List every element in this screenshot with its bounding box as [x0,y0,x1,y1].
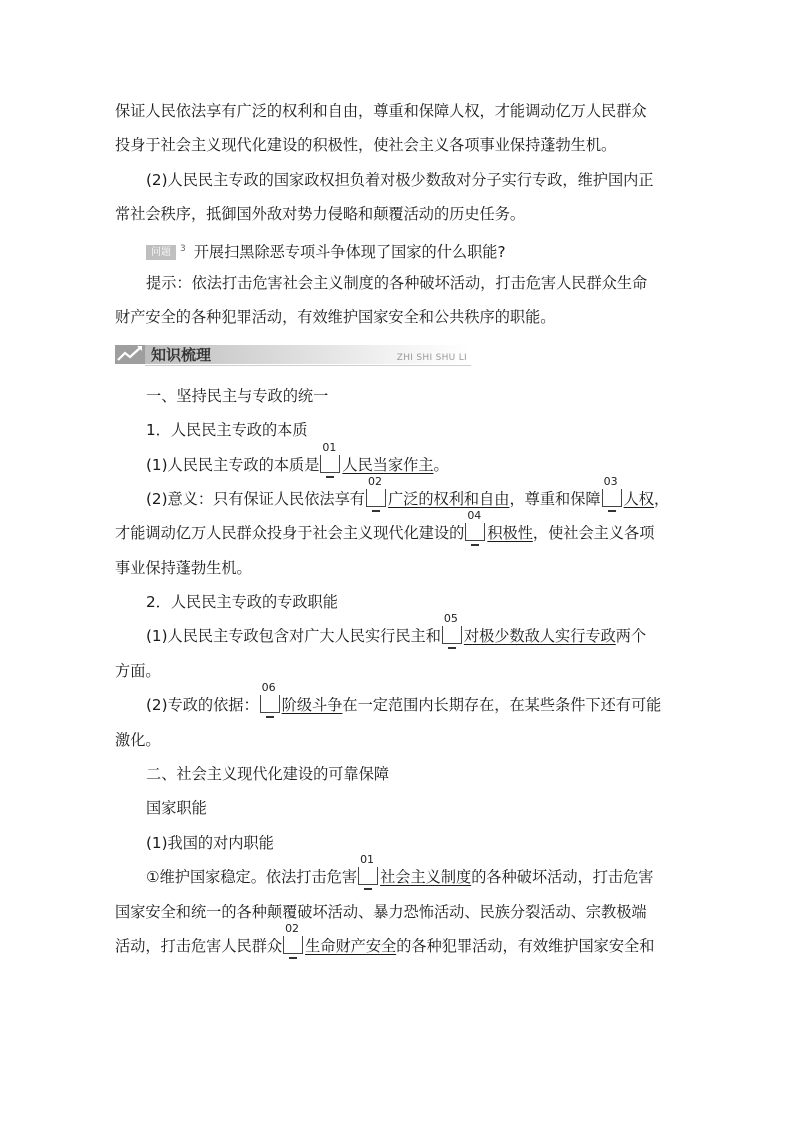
fill-answer: 阶级斗争 [281,696,343,715]
blank-box [320,440,340,473]
blank-number: 06 [261,681,276,695]
paragraph-line: 激化。 [115,730,161,749]
question-text: 开展扫黑除恶专项斗争体现了国家的什么职能? [193,242,506,261]
paragraph-line: 保证人民依法享有广泛的权利和自由，尊重和保障人权，才能调动亿万人民群众 [115,102,647,120]
document-page [115,98,681,967]
blank-box [442,612,462,644]
paragraph-line: (2)人民民主专政的国家政权担负着对极少数敌对分子实行专政，维护国内正 [146,170,654,189]
fill-answer: 人民当家作主 [342,455,434,474]
blank-number: 01 [360,853,375,867]
blank-number: 03 [603,474,618,488]
question-badge: 问题 [146,245,176,260]
answer-line: 财产安全的各种犯罪活动，有效维护国家安全和公共秩序的职能。 [115,308,556,327]
blank-number: 02 [285,921,300,935]
section-title: 知识梳理 [151,345,212,364]
fill-answer: 社会主义制度 [380,868,472,887]
blank-box [602,474,622,507]
blank-box [465,509,485,541]
blank-box [260,681,280,713]
paragraph-line: 投身于社会主义现代化建设的积极性，使社会主义各项事业保持蓬勃生机。 [115,136,617,155]
heading-2-sub: 国家职能 [146,799,207,818]
heading-1-1: 1．人民民主专政的本质 [146,421,308,440]
paragraph-line: (2)专政的依据： 06 阶级斗争在一定范围内长期存在，在某些条件下还有可能 [115,692,681,726]
paragraph-line: 才能调动亿万人民群众投身于社会主义现代化建设的 04 积极性，使社会主义各项 [115,520,681,554]
heading-1: 一、坚持民主与专政的统一 [146,386,329,405]
paragraph-line: 常社会秩序，抵御国外敌对势力侵略和颠覆活动的历史任务。 [115,205,526,224]
question-number: 3 [180,243,186,254]
section-header-rule [145,365,471,366]
paragraph-line: 方面。 [115,661,161,680]
blank-number: 01 [322,440,337,454]
blank-box [283,921,303,954]
blank-box [358,853,378,885]
blank-number: 02 [367,474,382,488]
paragraph-line: (1)我国的对内职能 [146,833,274,852]
fill-answer: 人权 [623,489,654,508]
paragraph-line: (1)人民民主专政的本质是 01 人民当家作主。 [115,452,681,486]
paragraph-line: (2)意义：只有保证人民依法享有 02 广泛的权利和自由，尊重和保障 03 人权， [115,486,681,520]
paragraph-line: 国家安全和统一的各种颠覆破坏活动、暴力恐怖活动、民族分裂活动、宗教极端 [115,902,647,921]
heading-1-2: 2．人民民主专政的专政职能 [146,593,338,612]
section-header [115,345,471,369]
blank-number: 05 [443,612,458,626]
blank-box [366,474,386,507]
question-line [115,236,681,270]
chart-trend-icon [115,343,145,367]
section-pinyin: ZHI SHI SHU LI [396,352,467,363]
paragraph-line: ①维护国家稳定。依法打击危害 01 社会主义制度的各种破坏活动，打击危害 [115,864,681,898]
fill-answer: 对极少数敌人实行专政 [463,627,616,646]
heading-2: 二、社会主义现代化建设的可靠保障 [146,765,389,784]
fill-answer: 生命财产安全 [305,936,397,955]
fill-answer: 广泛的权利和自由 [387,489,510,508]
paragraph-line: 事业保持蓬勃生机。 [115,558,252,577]
paragraph-line: 活动，打击危害人民群众 02 生命财产安全的各种犯罪活动，有效维护国家安全和 [115,933,681,967]
fill-answer: 积极性 [487,524,533,543]
blank-number: 04 [467,509,482,523]
paragraph-line: (1)人民民主专政包含对广大人民实行民主和 05 对极少数敌人实行专政两个 [115,623,681,657]
answer-line: 提示：依法打击危害社会主义制度的各种破坏活动，打击危害人民群众生命 [146,273,648,292]
